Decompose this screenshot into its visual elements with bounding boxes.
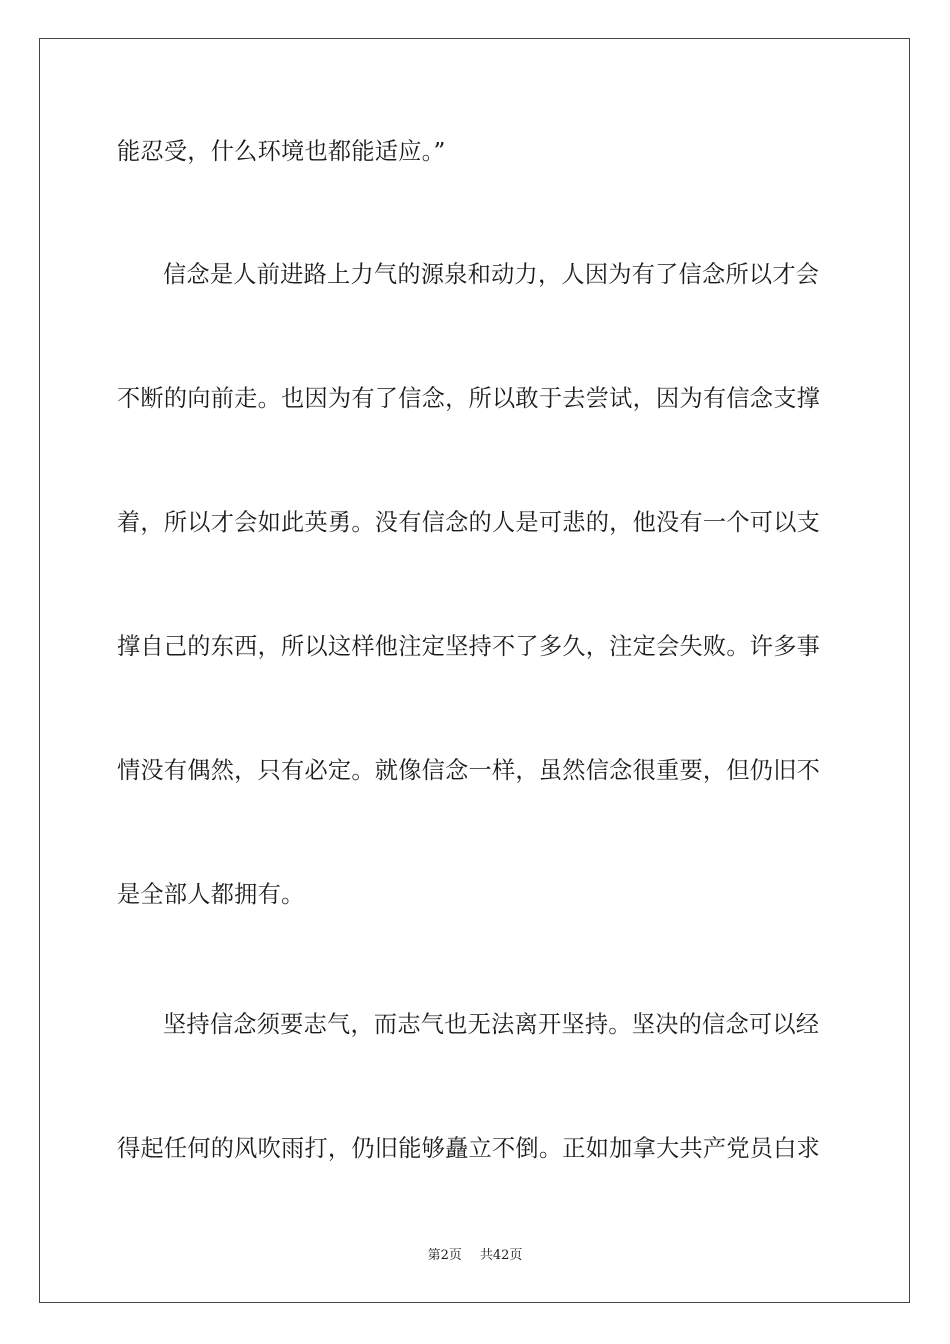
text-line: 是全部人都拥有。 xyxy=(117,881,305,908)
text-line: 得起任何的风吹雨打，仍旧能够矗立不倒。正如加拿大共产党员白求 xyxy=(117,1135,821,1162)
text-line: 能忍受，什么环境也都能适应。” xyxy=(117,138,446,165)
page-total: 共42页 xyxy=(479,1248,523,1263)
page-border xyxy=(39,38,910,1303)
page-number: 第2页 xyxy=(427,1248,462,1263)
text-line: 着，所以才会如此英勇。没有信念的人是可悲的，他没有一个可以支 xyxy=(117,509,821,536)
text-line: 不断的向前走。也因为有了信念，所以敢于去尝试，因为有信念支撑 xyxy=(117,385,821,412)
paragraph-first-line: 信念是人前进路上力气的源泉和动力，人因为有了信念所以才会 xyxy=(163,261,820,288)
text-line: 情没有偶然，只有必定。就像信念一样，虽然信念很重要，但仍旧不 xyxy=(117,757,821,784)
paragraph-first-line: 坚持信念须要志气，而志气也无法离开坚持。坚决的信念可以经 xyxy=(163,1011,820,1038)
page-footer xyxy=(0,1247,950,1265)
text-line: 撑自己的东西，所以这样他注定坚持不了多久，注定会失败。许多事 xyxy=(117,633,821,660)
